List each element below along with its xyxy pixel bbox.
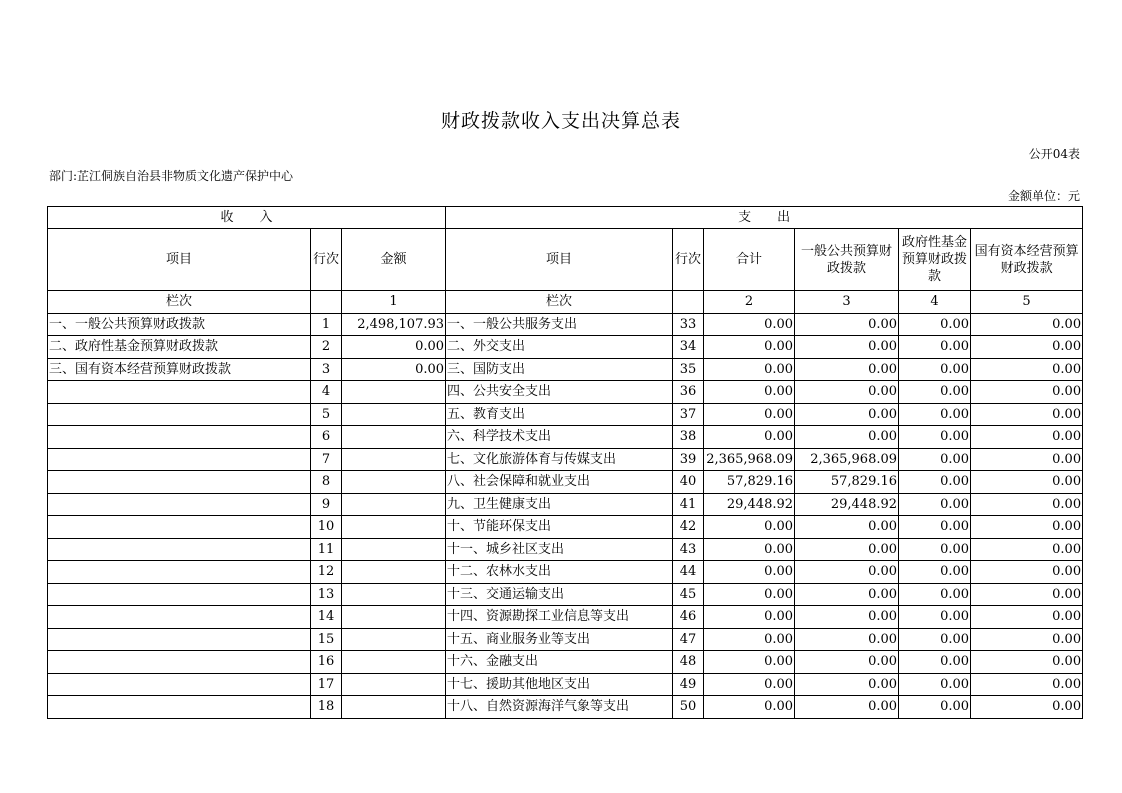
general-budget-cell: 0.00 bbox=[795, 313, 899, 336]
budget-table bbox=[47, 206, 1083, 719]
table-row bbox=[48, 516, 1083, 539]
income-amount-cell bbox=[342, 651, 446, 674]
expense-row-no-cell: 43 bbox=[673, 538, 704, 561]
expense-row-no-cell: 42 bbox=[673, 516, 704, 539]
expense-item-cell: 七、文化旅游体育与传媒支出 bbox=[446, 448, 673, 471]
income-amount-cell bbox=[342, 381, 446, 404]
gov-fund-cell: 0.00 bbox=[899, 516, 971, 539]
colno-blank-2 bbox=[673, 291, 704, 314]
gov-fund-cell: 0.00 bbox=[899, 493, 971, 516]
gov-fund-cell: 0.00 bbox=[899, 313, 971, 336]
department-label: 部门:芷江侗族自治县非物质文化遗产保护中心 bbox=[49, 169, 294, 183]
total-cell: 0.00 bbox=[704, 358, 795, 381]
income-amount-cell bbox=[342, 448, 446, 471]
general-budget-cell: 0.00 bbox=[795, 561, 899, 584]
table-row bbox=[48, 448, 1083, 471]
gov-fund-cell: 0.00 bbox=[899, 358, 971, 381]
income-row-no-cell: 10 bbox=[311, 516, 342, 539]
header-item-2: 项目 bbox=[446, 229, 673, 291]
total-cell: 0.00 bbox=[704, 583, 795, 606]
expense-item-cell: 三、国防支出 bbox=[446, 358, 673, 381]
income-amount-cell bbox=[342, 583, 446, 606]
expense-item-cell: 十六、金融支出 bbox=[446, 651, 673, 674]
income-row-no-cell: 3 bbox=[311, 358, 342, 381]
general-budget-cell: 0.00 bbox=[795, 426, 899, 449]
general-budget-cell: 0.00 bbox=[795, 336, 899, 359]
general-budget-cell: 57,829.16 bbox=[795, 471, 899, 494]
table-row bbox=[48, 606, 1083, 629]
state-capital-cell: 0.00 bbox=[971, 651, 1083, 674]
table-row bbox=[48, 426, 1083, 449]
income-item-cell bbox=[48, 651, 311, 674]
income-amount-cell bbox=[342, 426, 446, 449]
expense-row-no-cell: 36 bbox=[673, 381, 704, 404]
income-item-cell bbox=[48, 628, 311, 651]
expense-item-cell: 十八、自然资源海洋气象等支出 bbox=[446, 696, 673, 719]
state-capital-cell: 0.00 bbox=[971, 583, 1083, 606]
column-header-row bbox=[48, 229, 1083, 291]
general-budget-cell: 0.00 bbox=[795, 696, 899, 719]
total-cell: 29,448.92 bbox=[704, 493, 795, 516]
total-cell: 0.00 bbox=[704, 538, 795, 561]
gov-fund-cell: 0.00 bbox=[899, 606, 971, 629]
table-row bbox=[48, 471, 1083, 494]
colno-1: 1 bbox=[342, 291, 446, 314]
expense-row-no-cell: 38 bbox=[673, 426, 704, 449]
general-budget-cell: 0.00 bbox=[795, 673, 899, 696]
gov-fund-cell: 0.00 bbox=[899, 381, 971, 404]
expense-row-no-cell: 37 bbox=[673, 403, 704, 426]
gov-fund-cell: 0.00 bbox=[899, 561, 971, 584]
general-budget-cell: 0.00 bbox=[795, 381, 899, 404]
expense-row-no-cell: 35 bbox=[673, 358, 704, 381]
total-cell: 0.00 bbox=[704, 336, 795, 359]
total-cell: 0.00 bbox=[704, 313, 795, 336]
income-row-no-cell: 1 bbox=[311, 313, 342, 336]
expense-row-no-cell: 50 bbox=[673, 696, 704, 719]
income-row-no-cell: 2 bbox=[311, 336, 342, 359]
income-item-cell: 二、政府性基金预算财政拨款 bbox=[48, 336, 311, 359]
header-row-no-2: 行次 bbox=[673, 229, 704, 291]
general-budget-cell: 0.00 bbox=[795, 651, 899, 674]
expense-row-no-cell: 39 bbox=[673, 448, 704, 471]
income-item-cell bbox=[48, 516, 311, 539]
state-capital-cell: 0.00 bbox=[971, 606, 1083, 629]
total-cell: 0.00 bbox=[704, 426, 795, 449]
income-item-cell bbox=[48, 471, 311, 494]
form-number: 公开04表 bbox=[1028, 147, 1080, 161]
colno-2: 2 bbox=[704, 291, 795, 314]
income-item-cell: 三、国有资本经营预算财政拨款 bbox=[48, 358, 311, 381]
state-capital-cell: 0.00 bbox=[971, 358, 1083, 381]
total-cell: 57,829.16 bbox=[704, 471, 795, 494]
income-amount-cell bbox=[342, 673, 446, 696]
unit-label: 金额单位：元 bbox=[1007, 189, 1080, 203]
gov-fund-cell: 0.00 bbox=[899, 336, 971, 359]
general-budget-cell: 0.00 bbox=[795, 583, 899, 606]
state-capital-cell: 0.00 bbox=[971, 696, 1083, 719]
header-general-budget: 一般公共预算财政拨款 bbox=[795, 229, 899, 291]
income-item-cell bbox=[48, 538, 311, 561]
expense-row-no-cell: 40 bbox=[673, 471, 704, 494]
general-budget-cell: 0.00 bbox=[795, 628, 899, 651]
income-amount-cell bbox=[342, 516, 446, 539]
state-capital-cell: 0.00 bbox=[971, 516, 1083, 539]
expense-row-no-cell: 49 bbox=[673, 673, 704, 696]
state-capital-cell: 0.00 bbox=[971, 403, 1083, 426]
expense-item-cell: 九、卫生健康支出 bbox=[446, 493, 673, 516]
total-cell: 0.00 bbox=[704, 381, 795, 404]
gov-fund-cell: 0.00 bbox=[899, 651, 971, 674]
general-budget-cell: 0.00 bbox=[795, 358, 899, 381]
total-cell: 0.00 bbox=[704, 561, 795, 584]
general-budget-cell: 0.00 bbox=[795, 538, 899, 561]
income-row-no-cell: 9 bbox=[311, 493, 342, 516]
expense-item-cell: 八、社会保障和就业支出 bbox=[446, 471, 673, 494]
income-section-header: 收 入 bbox=[48, 207, 446, 229]
gov-fund-cell: 0.00 bbox=[899, 471, 971, 494]
table-row bbox=[48, 583, 1083, 606]
income-amount-cell bbox=[342, 471, 446, 494]
income-row-no-cell: 11 bbox=[311, 538, 342, 561]
colno-label: 栏次 bbox=[48, 291, 311, 314]
income-amount-cell bbox=[342, 696, 446, 719]
income-amount-cell bbox=[342, 493, 446, 516]
income-row-no-cell: 12 bbox=[311, 561, 342, 584]
income-item-cell bbox=[48, 606, 311, 629]
income-item-cell bbox=[48, 583, 311, 606]
colno-label-2: 栏次 bbox=[446, 291, 673, 314]
state-capital-cell: 0.00 bbox=[971, 313, 1083, 336]
income-row-no-cell: 8 bbox=[311, 471, 342, 494]
income-item-cell bbox=[48, 696, 311, 719]
total-cell: 0.00 bbox=[704, 696, 795, 719]
income-amount-cell bbox=[342, 628, 446, 651]
table-row bbox=[48, 673, 1083, 696]
header-state-capital: 国有资本经营预算财政拨款 bbox=[971, 229, 1083, 291]
gov-fund-cell: 0.00 bbox=[899, 426, 971, 449]
expense-row-no-cell: 44 bbox=[673, 561, 704, 584]
expense-item-cell: 十三、交通运输支出 bbox=[446, 583, 673, 606]
gov-fund-cell: 0.00 bbox=[899, 403, 971, 426]
expense-item-cell: 十、节能环保支出 bbox=[446, 516, 673, 539]
header-item: 项目 bbox=[48, 229, 311, 291]
income-amount-cell bbox=[342, 403, 446, 426]
total-cell: 2,365,968.09 bbox=[704, 448, 795, 471]
income-item-cell bbox=[48, 381, 311, 404]
income-row-no-cell: 14 bbox=[311, 606, 342, 629]
state-capital-cell: 0.00 bbox=[971, 336, 1083, 359]
income-row-no-cell: 15 bbox=[311, 628, 342, 651]
table-row bbox=[48, 696, 1083, 719]
income-item-cell bbox=[48, 448, 311, 471]
expense-row-no-cell: 34 bbox=[673, 336, 704, 359]
state-capital-cell: 0.00 bbox=[971, 628, 1083, 651]
expense-row-no-cell: 46 bbox=[673, 606, 704, 629]
general-budget-cell: 0.00 bbox=[795, 606, 899, 629]
income-row-no-cell: 13 bbox=[311, 583, 342, 606]
expense-item-cell: 六、科学技术支出 bbox=[446, 426, 673, 449]
total-cell: 0.00 bbox=[704, 606, 795, 629]
column-number-row bbox=[48, 291, 1083, 314]
expense-row-no-cell: 33 bbox=[673, 313, 704, 336]
header-total: 合计 bbox=[704, 229, 795, 291]
total-cell: 0.00 bbox=[704, 516, 795, 539]
expense-item-cell: 十一、城乡社区支出 bbox=[446, 538, 673, 561]
income-amount-cell bbox=[342, 606, 446, 629]
income-item-cell: 一、一般公共预算财政拨款 bbox=[48, 313, 311, 336]
page-title: 财政拨款收入支出决算总表 bbox=[440, 110, 681, 132]
income-row-no-cell: 6 bbox=[311, 426, 342, 449]
table-row bbox=[48, 336, 1083, 359]
income-row-no-cell: 7 bbox=[311, 448, 342, 471]
table-row bbox=[48, 358, 1083, 381]
income-row-no-cell: 16 bbox=[311, 651, 342, 674]
expense-item-cell: 二、外交支出 bbox=[446, 336, 673, 359]
state-capital-cell: 0.00 bbox=[971, 426, 1083, 449]
general-budget-cell: 29,448.92 bbox=[795, 493, 899, 516]
state-capital-cell: 0.00 bbox=[971, 493, 1083, 516]
expense-item-cell: 四、公共安全支出 bbox=[446, 381, 673, 404]
gov-fund-cell: 0.00 bbox=[899, 448, 971, 471]
state-capital-cell: 0.00 bbox=[971, 381, 1083, 404]
gov-fund-cell: 0.00 bbox=[899, 538, 971, 561]
state-capital-cell: 0.00 bbox=[971, 538, 1083, 561]
state-capital-cell: 0.00 bbox=[971, 448, 1083, 471]
table-row bbox=[48, 403, 1083, 426]
state-capital-cell: 0.00 bbox=[971, 471, 1083, 494]
header-gov-fund: 政府性基金预算财政拨款 bbox=[899, 229, 971, 291]
income-row-no-cell: 18 bbox=[311, 696, 342, 719]
income-amount-cell: 0.00 bbox=[342, 336, 446, 359]
expense-item-cell: 十七、援助其他地区支出 bbox=[446, 673, 673, 696]
total-cell: 0.00 bbox=[704, 673, 795, 696]
expense-row-no-cell: 41 bbox=[673, 493, 704, 516]
gov-fund-cell: 0.00 bbox=[899, 696, 971, 719]
state-capital-cell: 0.00 bbox=[971, 673, 1083, 696]
income-amount-cell bbox=[342, 538, 446, 561]
expense-item-cell: 一、一般公共服务支出 bbox=[446, 313, 673, 336]
general-budget-cell: 0.00 bbox=[795, 516, 899, 539]
income-item-cell bbox=[48, 673, 311, 696]
income-item-cell bbox=[48, 403, 311, 426]
table-row bbox=[48, 651, 1083, 674]
colno-4: 4 bbox=[899, 291, 971, 314]
expense-item-cell: 十二、农林水支出 bbox=[446, 561, 673, 584]
total-cell: 0.00 bbox=[704, 403, 795, 426]
income-row-no-cell: 4 bbox=[311, 381, 342, 404]
income-row-no-cell: 17 bbox=[311, 673, 342, 696]
section-header-row bbox=[48, 207, 1083, 229]
table-row bbox=[48, 313, 1083, 336]
expense-row-no-cell: 47 bbox=[673, 628, 704, 651]
state-capital-cell: 0.00 bbox=[971, 561, 1083, 584]
total-cell: 0.00 bbox=[704, 628, 795, 651]
income-item-cell bbox=[48, 561, 311, 584]
header-row-no: 行次 bbox=[311, 229, 342, 291]
table-row bbox=[48, 538, 1083, 561]
total-cell: 0.00 bbox=[704, 651, 795, 674]
colno-blank bbox=[311, 291, 342, 314]
income-item-cell bbox=[48, 493, 311, 516]
expense-row-no-cell: 45 bbox=[673, 583, 704, 606]
expense-item-cell: 五、教育支出 bbox=[446, 403, 673, 426]
colno-3: 3 bbox=[795, 291, 899, 314]
expense-row-no-cell: 48 bbox=[673, 651, 704, 674]
gov-fund-cell: 0.00 bbox=[899, 628, 971, 651]
header-amount: 金额 bbox=[342, 229, 446, 291]
expense-section-header: 支 出 bbox=[446, 207, 1083, 229]
income-amount-cell bbox=[342, 561, 446, 584]
colno-5: 5 bbox=[971, 291, 1083, 314]
income-amount-cell: 0.00 bbox=[342, 358, 446, 381]
income-item-cell bbox=[48, 426, 311, 449]
expense-item-cell: 十五、商业服务业等支出 bbox=[446, 628, 673, 651]
gov-fund-cell: 0.00 bbox=[899, 673, 971, 696]
table-row bbox=[48, 493, 1083, 516]
table-row bbox=[48, 561, 1083, 584]
general-budget-cell: 2,365,968.09 bbox=[795, 448, 899, 471]
general-budget-cell: 0.00 bbox=[795, 403, 899, 426]
income-row-no-cell: 5 bbox=[311, 403, 342, 426]
expense-item-cell: 十四、资源勘探工业信息等支出 bbox=[446, 606, 673, 629]
table-row bbox=[48, 628, 1083, 651]
income-amount-cell: 2,498,107.93 bbox=[342, 313, 446, 336]
gov-fund-cell: 0.00 bbox=[899, 583, 971, 606]
table-row bbox=[48, 381, 1083, 404]
